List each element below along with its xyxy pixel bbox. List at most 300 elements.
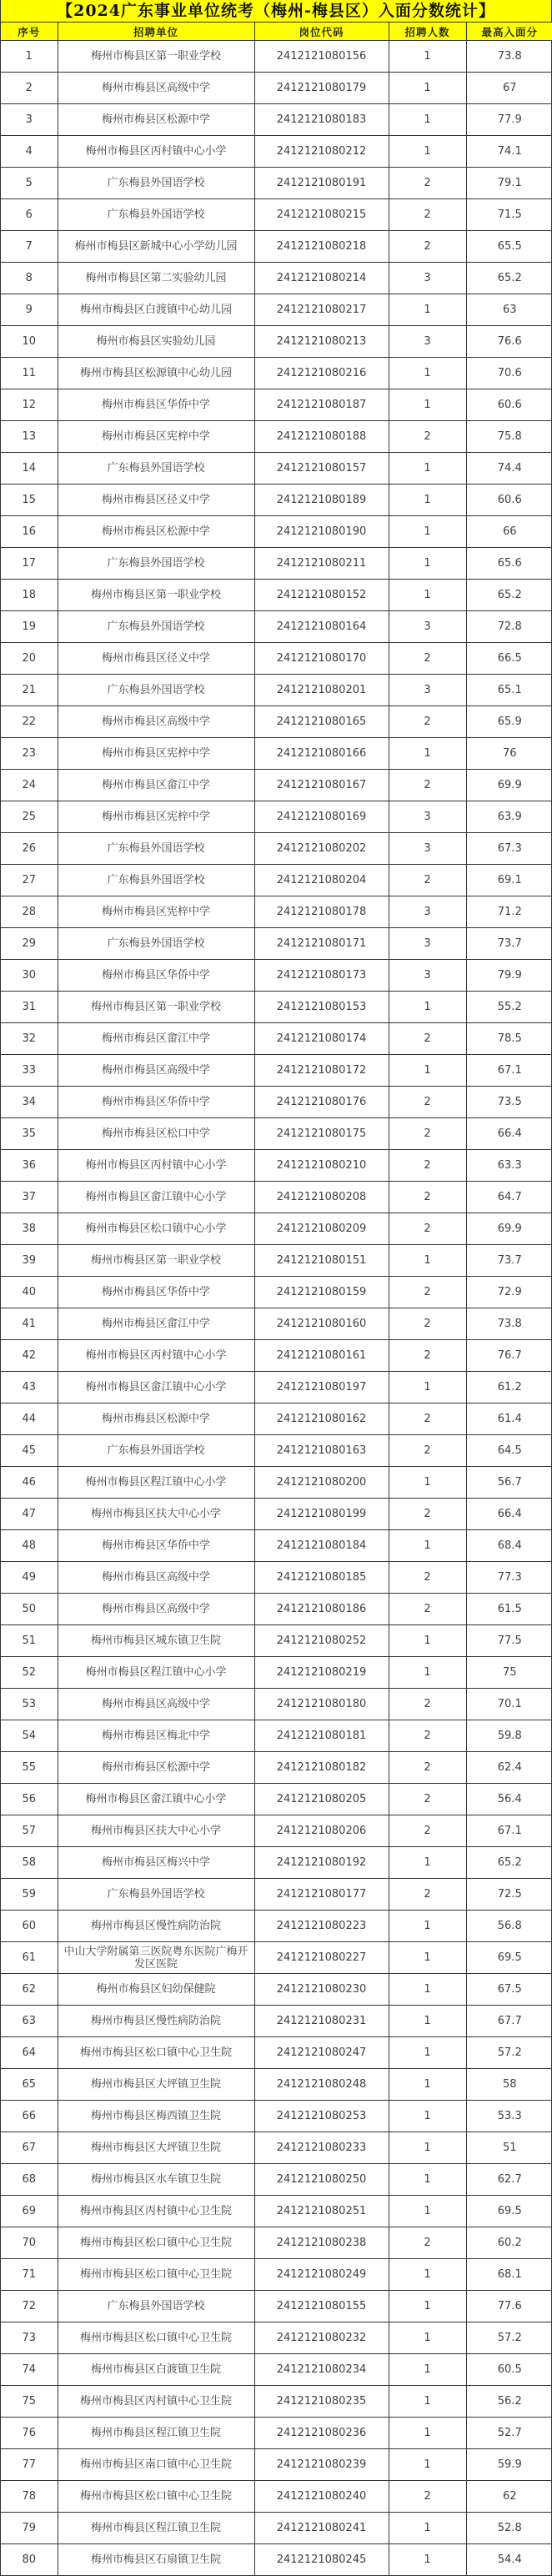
recruiting-unit: 梅州市梅县区松源中学: [58, 516, 254, 548]
position-code: 2412121080209: [254, 1213, 389, 1245]
table-row: [1, 1213, 552, 1245]
headcount: 1: [389, 2132, 466, 2164]
max-interview-score: 70.6: [466, 358, 552, 389]
position-code: 2412121080239: [254, 2449, 389, 2481]
max-interview-score: 63.3: [466, 1150, 552, 1182]
row-index: 31: [1, 992, 58, 1023]
table-row: [1, 1087, 552, 1118]
row-index: 78: [1, 2481, 58, 2513]
table-row: [1, 516, 552, 548]
table-row: [1, 1625, 552, 1657]
headcount: 1: [389, 73, 466, 104]
recruiting-unit: 梅州市梅县区径义中学: [58, 485, 254, 516]
position-code: 2412121080172: [254, 1055, 389, 1087]
max-interview-score: 72.9: [466, 1277, 552, 1308]
position-code: 2412121080248: [254, 2069, 389, 2101]
max-interview-score: 59.9: [466, 2449, 552, 2481]
recruiting-unit: 广东梅县外国语学校: [58, 611, 254, 643]
max-interview-score: 66.5: [466, 643, 552, 675]
recruiting-unit: 广东梅县外国语学校: [58, 453, 254, 485]
recruiting-unit: 梅州市梅县区高级中学: [58, 1594, 254, 1625]
max-interview-score: 69.9: [466, 770, 552, 801]
max-interview-score: 72.5: [466, 1879, 552, 1911]
headcount: 1: [389, 1530, 466, 1562]
recruiting-unit: 广东梅县外国语学校: [58, 1879, 254, 1911]
table-row: [1, 2006, 552, 2037]
table-row: [1, 2418, 552, 2449]
table-row: [1, 294, 552, 326]
headcount: 1: [389, 1974, 466, 2006]
row-index: 55: [1, 1752, 58, 1784]
position-code: 2412121080251: [254, 2196, 389, 2227]
recruiting-unit: 梅州市梅县区新城中心小学幼儿园: [58, 231, 254, 263]
position-code: 2412121080206: [254, 1815, 389, 1847]
table-row: [1, 2354, 552, 2386]
table-row: [1, 104, 552, 136]
max-interview-score: 67.1: [466, 1055, 552, 1087]
headcount: 2: [389, 1784, 466, 1815]
position-code: 2412121080250: [254, 2164, 389, 2196]
table-row: [1, 770, 552, 801]
row-index: 16: [1, 516, 58, 548]
position-code: 2412121080188: [254, 421, 389, 453]
position-code: 2412121080177: [254, 1879, 389, 1911]
position-code: 2412121080157: [254, 453, 389, 485]
headcount: 2: [389, 1562, 466, 1594]
headcount: 1: [389, 2037, 466, 2069]
headcount: 1: [389, 2449, 466, 2481]
headcount: 2: [389, 1087, 466, 1118]
position-code: 2412121080218: [254, 231, 389, 263]
recruiting-unit: 梅州市梅县区石扇镇卫生院: [58, 2544, 254, 2576]
table-row: [1, 1372, 552, 1403]
row-index: 45: [1, 1435, 58, 1467]
table-row: [1, 2069, 552, 2101]
headcount: 2: [389, 2481, 466, 2513]
recruiting-unit: 梅州市梅县区松源中学: [58, 1752, 254, 1784]
recruiting-unit: 梅州市梅县区梅北中学: [58, 1720, 254, 1752]
recruiting-unit: 广东梅县外国语学校: [58, 548, 254, 580]
row-index: 61: [1, 1942, 58, 1974]
recruiting-unit: 梅州市梅县区扶大中心小学: [58, 1815, 254, 1847]
max-interview-score: 58: [466, 2069, 552, 2101]
table-row: [1, 1403, 552, 1435]
max-interview-score: 65.2: [466, 1847, 552, 1879]
col-header-position-code: 岗位代码: [254, 23, 389, 41]
headcount: 2: [389, 706, 466, 738]
max-interview-score: 77.9: [466, 104, 552, 136]
max-interview-score: 68.1: [466, 2259, 552, 2291]
row-index: 32: [1, 1023, 58, 1055]
row-index: 29: [1, 928, 58, 960]
position-code: 2412121080161: [254, 1340, 389, 1372]
row-index: 74: [1, 2354, 58, 2386]
table-row: [1, 675, 552, 706]
max-interview-score: 69.5: [466, 1942, 552, 1974]
max-interview-score: 73.8: [466, 1308, 552, 1340]
table-row: [1, 1847, 552, 1879]
table-row: [1, 611, 552, 643]
recruiting-unit: 梅州市梅县区丙村镇中心小学: [58, 1340, 254, 1372]
headcount: 3: [389, 611, 466, 643]
headcount: 3: [389, 326, 466, 358]
row-index: 56: [1, 1784, 58, 1815]
max-interview-score: 60.5: [466, 2354, 552, 2386]
max-interview-score: 75.8: [466, 421, 552, 453]
row-index: 21: [1, 675, 58, 706]
table-row: [1, 2386, 552, 2418]
col-header-max-score: 最高入面分: [466, 23, 552, 41]
recruiting-unit: 梅州市梅县区第一职业学校: [58, 1245, 254, 1277]
row-index: 37: [1, 1182, 58, 1213]
headcount: 2: [389, 770, 466, 801]
headcount: 1: [389, 516, 466, 548]
max-interview-score: 69.9: [466, 1213, 552, 1245]
position-code: 2412121080200: [254, 1467, 389, 1499]
table-row: [1, 992, 552, 1023]
sheet-title: 【2024广东事业单位统考（梅州-梅县区）入面分数统计】: [1, 0, 551, 23]
table-row: [1, 2227, 552, 2259]
recruiting-unit: 梅州市梅县区高级中学: [58, 1055, 254, 1087]
table-row: [1, 1245, 552, 1277]
table-row: [1, 73, 552, 104]
row-index: 71: [1, 2259, 58, 2291]
headcount: 3: [389, 928, 466, 960]
row-index: 10: [1, 326, 58, 358]
table-row: [1, 1815, 552, 1847]
row-index: 41: [1, 1308, 58, 1340]
headcount: 3: [389, 263, 466, 294]
headcount: 2: [389, 168, 466, 199]
max-interview-score: 65.1: [466, 675, 552, 706]
table-row: [1, 1689, 552, 1720]
recruiting-unit: 梅州市梅县区宪梓中学: [58, 421, 254, 453]
row-index: 46: [1, 1467, 58, 1499]
table-row: [1, 358, 552, 389]
headcount: 1: [389, 104, 466, 136]
headcount: 1: [389, 2513, 466, 2544]
max-interview-score: 55.2: [466, 992, 552, 1023]
position-code: 2412121080179: [254, 73, 389, 104]
max-interview-score: 65.2: [466, 263, 552, 294]
row-index: 26: [1, 833, 58, 865]
recruiting-unit: 梅州市梅县区畲江镇中心小学: [58, 1784, 254, 1815]
recruiting-unit: 梅州市梅县区程江镇中心小学: [58, 1467, 254, 1499]
table-row: [1, 326, 552, 358]
headcount: 1: [389, 1657, 466, 1689]
headcount: 3: [389, 801, 466, 833]
row-index: 66: [1, 2101, 58, 2132]
row-index: 36: [1, 1150, 58, 1182]
row-index: 40: [1, 1277, 58, 1308]
table-row: [1, 2481, 552, 2513]
row-index: 35: [1, 1118, 58, 1150]
max-interview-score: 74.4: [466, 453, 552, 485]
row-index: 50: [1, 1594, 58, 1625]
headcount: 1: [389, 2544, 466, 2576]
position-code: 2412121080223: [254, 1911, 389, 1942]
recruiting-unit: 梅州市梅县区慢性病防治院: [58, 1911, 254, 1942]
headcount: 1: [389, 2069, 466, 2101]
position-code: 2412121080211: [254, 548, 389, 580]
position-code: 2412121080167: [254, 770, 389, 801]
max-interview-score: 56.4: [466, 1784, 552, 1815]
table-row: [1, 738, 552, 770]
headcount: 1: [389, 41, 466, 73]
table-row: [1, 1911, 552, 1942]
position-code: 2412121080169: [254, 801, 389, 833]
recruiting-unit: 梅州市梅县区丙村镇中心小学: [58, 1150, 254, 1182]
row-index: 19: [1, 611, 58, 643]
max-interview-score: 73.5: [466, 1087, 552, 1118]
recruiting-unit: 梅州市梅县区畲江中学: [58, 770, 254, 801]
recruiting-unit: 梅州市梅县区第一职业学校: [58, 41, 254, 73]
max-interview-score: 63: [466, 294, 552, 326]
row-index: 60: [1, 1911, 58, 1942]
headcount: 1: [389, 2259, 466, 2291]
max-interview-score: 66.4: [466, 1118, 552, 1150]
row-index: 12: [1, 389, 58, 421]
recruiting-unit: 梅州市梅县区第一职业学校: [58, 992, 254, 1023]
headcount: 2: [389, 2227, 466, 2259]
headcount: 1: [389, 136, 466, 168]
headcount: 1: [389, 1911, 466, 1942]
table-row: [1, 2196, 552, 2227]
table-row: [1, 1942, 552, 1974]
recruiting-unit: 梅州市梅县区松口镇中心卫生院: [58, 2227, 254, 2259]
table-row: [1, 2544, 552, 2576]
headcount: 2: [389, 1879, 466, 1911]
max-interview-score: 76.6: [466, 326, 552, 358]
table-row: [1, 263, 552, 294]
max-interview-score: 77.6: [466, 2291, 552, 2322]
headcount: 2: [389, 643, 466, 675]
position-code: 2412121080152: [254, 580, 389, 611]
recruiting-unit: 梅州市梅县区慢性病防治院: [58, 2006, 254, 2037]
table-row: [1, 2101, 552, 2132]
row-index: 57: [1, 1815, 58, 1847]
recruiting-unit: 梅州市梅县区高级中学: [58, 706, 254, 738]
position-code: 2412121080197: [254, 1372, 389, 1403]
headcount: 1: [389, 2291, 466, 2322]
position-code: 2412121080156: [254, 41, 389, 73]
recruiting-unit: 广东梅县外国语学校: [58, 168, 254, 199]
row-index: 62: [1, 1974, 58, 2006]
recruiting-unit: 梅州市梅县区畲江中学: [58, 1308, 254, 1340]
max-interview-score: 52.8: [466, 2513, 552, 2544]
max-interview-score: 52.7: [466, 2418, 552, 2449]
recruiting-unit: 梅州市梅县区宪梓中学: [58, 896, 254, 928]
table-row: [1, 453, 552, 485]
position-code: 2412121080247: [254, 2037, 389, 2069]
headcount: 1: [389, 1055, 466, 1087]
position-code: 2412121080164: [254, 611, 389, 643]
max-interview-score: 61.5: [466, 1594, 552, 1625]
table-row: [1, 896, 552, 928]
table-row: [1, 1467, 552, 1499]
row-index: 67: [1, 2132, 58, 2164]
recruiting-unit: 广东梅县外国语学校: [58, 675, 254, 706]
headcount: 1: [389, 2101, 466, 2132]
recruiting-unit: 梅州市梅县区松口镇中心小学: [58, 1213, 254, 1245]
position-code: 2412121080151: [254, 1245, 389, 1277]
row-index: 69: [1, 2196, 58, 2227]
row-index: 25: [1, 801, 58, 833]
row-index: 2: [1, 73, 58, 104]
table-body: [1, 41, 552, 2576]
position-code: 2412121080174: [254, 1023, 389, 1055]
max-interview-score: 70.1: [466, 1689, 552, 1720]
table-row: [1, 833, 552, 865]
row-index: 28: [1, 896, 58, 928]
row-index: 17: [1, 548, 58, 580]
recruiting-unit: 梅州市梅县区松口中学: [58, 1118, 254, 1150]
row-index: 34: [1, 1087, 58, 1118]
position-code: 2412121080175: [254, 1118, 389, 1150]
position-code: 2412121080216: [254, 358, 389, 389]
headcount: 1: [389, 1467, 466, 1499]
max-interview-score: 72.8: [466, 611, 552, 643]
table-row: [1, 1182, 552, 1213]
headcount: 2: [389, 1340, 466, 1372]
recruiting-unit: 梅州市梅县区畲江中学: [58, 1023, 254, 1055]
max-interview-score: 74.1: [466, 136, 552, 168]
recruiting-unit: 梅州市梅县区高级中学: [58, 73, 254, 104]
row-index: 65: [1, 2069, 58, 2101]
max-interview-score: 56.8: [466, 1911, 552, 1942]
table-row: [1, 1055, 552, 1087]
headcount: 2: [389, 199, 466, 231]
table-row: [1, 1974, 552, 2006]
max-interview-score: 61.2: [466, 1372, 552, 1403]
position-code: 2412121080183: [254, 104, 389, 136]
row-index: 54: [1, 1720, 58, 1752]
row-index: 79: [1, 2513, 58, 2544]
recruiting-unit: 梅州市梅县区高级中学: [58, 1562, 254, 1594]
row-index: 49: [1, 1562, 58, 1594]
position-code: 2412121080165: [254, 706, 389, 738]
position-code: 2412121080232: [254, 2322, 389, 2354]
table-row: [1, 231, 552, 263]
recruiting-unit: 梅州市梅县区宪梓中学: [58, 801, 254, 833]
position-code: 2412121080159: [254, 1277, 389, 1308]
headcount: 2: [389, 1720, 466, 1752]
row-index: 20: [1, 643, 58, 675]
table-row: [1, 168, 552, 199]
headcount: 2: [389, 1752, 466, 1784]
recruiting-unit: 梅州市梅县区松口镇中心卫生院: [58, 2037, 254, 2069]
headcount: 1: [389, 453, 466, 485]
max-interview-score: 73.7: [466, 1245, 552, 1277]
row-index: 53: [1, 1689, 58, 1720]
row-index: 38: [1, 1213, 58, 1245]
headcount: 2: [389, 231, 466, 263]
row-index: 47: [1, 1499, 58, 1530]
max-interview-score: 76: [466, 738, 552, 770]
position-code: 2412121080205: [254, 1784, 389, 1815]
position-code: 2412121080155: [254, 2291, 389, 2322]
row-index: 13: [1, 421, 58, 453]
max-interview-score: 79.9: [466, 960, 552, 992]
table-row: [1, 2164, 552, 2196]
max-interview-score: 75: [466, 1657, 552, 1689]
recruiting-unit: 梅州市梅县区松口镇中心卫生院: [58, 2481, 254, 2513]
table-row: [1, 2259, 552, 2291]
recruiting-unit: 梅州市梅县区华侨中学: [58, 1530, 254, 1562]
position-code: 2412121080176: [254, 1087, 389, 1118]
recruiting-unit: 梅州市梅县区大坪镇卫生院: [58, 2132, 254, 2164]
table-row: [1, 865, 552, 896]
headcount: 2: [389, 1213, 466, 1245]
headcount: 1: [389, 548, 466, 580]
position-code: 2412121080227: [254, 1942, 389, 1974]
table-row: [1, 2513, 552, 2544]
table-row: [1, 1657, 552, 1689]
row-index: 80: [1, 2544, 58, 2576]
headcount: 1: [389, 2196, 466, 2227]
recruiting-unit: 梅州市梅县区华侨中学: [58, 1087, 254, 1118]
headcount: 2: [389, 1308, 466, 1340]
position-code: 2412121080245: [254, 2544, 389, 2576]
position-code: 2412121080192: [254, 1847, 389, 1879]
max-interview-score: 62.7: [466, 2164, 552, 2196]
max-interview-score: 60.2: [466, 2227, 552, 2259]
max-interview-score: 77.3: [466, 1562, 552, 1594]
recruiting-unit: 广东梅县外国语学校: [58, 2291, 254, 2322]
row-index: 15: [1, 485, 58, 516]
headcount: 1: [389, 1625, 466, 1657]
recruiting-unit: 梅州市梅县区径义中学: [58, 643, 254, 675]
recruiting-unit: 梅州市梅县区畲江镇中心小学: [58, 1182, 254, 1213]
position-code: 2412121080217: [254, 294, 389, 326]
position-code: 2412121080162: [254, 1403, 389, 1435]
max-interview-score: 66: [466, 516, 552, 548]
recruiting-unit: 梅州市梅县区宪梓中学: [58, 738, 254, 770]
row-index: 3: [1, 104, 58, 136]
recruiting-unit: 梅州市梅县区白渡镇中心幼儿园: [58, 294, 254, 326]
row-index: 59: [1, 1879, 58, 1911]
headcount: 2: [389, 1689, 466, 1720]
table-row: [1, 1784, 552, 1815]
position-code: 2412121080214: [254, 263, 389, 294]
position-code: 2412121080182: [254, 1752, 389, 1784]
headcount: 2: [389, 1182, 466, 1213]
headcount: 1: [389, 2164, 466, 2196]
position-code: 2412121080212: [254, 136, 389, 168]
recruiting-unit: 梅州市梅县区梅兴中学: [58, 1847, 254, 1879]
max-interview-score: 69.1: [466, 865, 552, 896]
row-index: 6: [1, 199, 58, 231]
row-index: 52: [1, 1657, 58, 1689]
position-code: 2412121080178: [254, 896, 389, 928]
score-table: [1, 23, 552, 2576]
row-index: 7: [1, 231, 58, 263]
position-code: 2412121080252: [254, 1625, 389, 1657]
table-row: [1, 1879, 552, 1911]
table-row: [1, 1720, 552, 1752]
row-index: 23: [1, 738, 58, 770]
recruiting-unit: 广东梅县外国语学校: [58, 1435, 254, 1467]
recruiting-unit: 梅州市梅县区第二实验幼儿园: [58, 263, 254, 294]
position-code: 2412121080240: [254, 2481, 389, 2513]
position-code: 2412121080191: [254, 168, 389, 199]
max-interview-score: 51: [466, 2132, 552, 2164]
headcount: 1: [389, 1372, 466, 1403]
row-index: 73: [1, 2322, 58, 2354]
header-row: [1, 23, 552, 41]
max-interview-score: 67.1: [466, 1815, 552, 1847]
recruiting-unit: 梅州市梅县区梅西镇卫生院: [58, 2101, 254, 2132]
